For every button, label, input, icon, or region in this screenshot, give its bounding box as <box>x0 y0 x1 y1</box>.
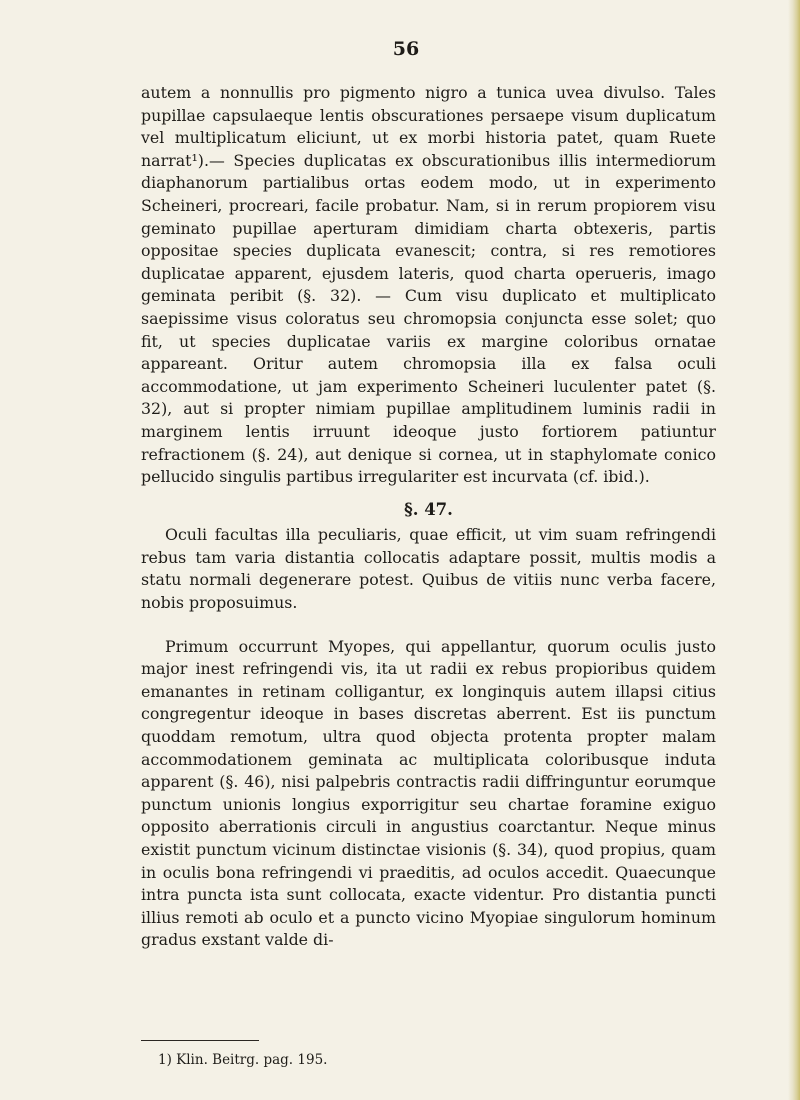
paragraph-3: Primum occurrunt Myopes, qui appellantur, quorum oculis justo major inest refringendi vis, ita ut radii ex rebus propioribus quidem emanantes in retinam colligantur, ex longinquis autem illapsi citius congregentur ideoque in bases discretas aberrent. Est iis punctum quoddam remotum, ultra quod objecta protenta propter malam accommodationem geminata ac multiplicata coloribusque induta apparent (§. 46), nisi palpebris contractis radii diffringuntur eorumque punctum unionis longius exporrigitur seu chartae foramine exiguo opposito aberrationis circuli in angustius coarctantur. Neque minus existit punctum vicinum distinctae visionis (§. 34), quod propius, quam in oculis bona refringendi vi praeditis, ad oculos accedit. Quaecunque intra puncta ista sunt collocata, exacte videntur. Pro distantia puncti illius remoti ab oculo et a puncto vicino Myopiae singulorum hominum gradus exstant valde di- <box>141 636 716 950</box>
footnote: 1) Klin. Beitrg. pag. 195. <box>158 1052 328 1068</box>
paragraph-1: autem a nonnullis pro pigmento nigro a tunica uvea divulso. Tales pupillae capsulaeque lentis obscurationes persaepe visum duplicatum vel multiplicatum eliciunt, ut ex morbi historia patet, quam Ruete narrat¹).— Species duplicatas ex obscurationibus illis intermediorum diaphanorum partialibus ortas eodem modo, ut in experimento Scheineri, procreari, facile probatur. Nam, si in rerum propiorem visu geminato pupillae aperturam dimidiam charta obtexeris, partis oppositae species duplicata evanescit; contra, si res remotiores duplicatae apparent, ejusdem lateris, quod charta operueris, imago geminata peribit (§. 32). — Cum visu duplicato et multiplicato saepissime visus coloratus seu chromopsia conjuncta esse solet; quo fit, ut species duplicatae variis ex margine coloribus ornatae appareant. Oritur autem chromopsia illa ex falsa oculi accommodatione, ut jam experimento Scheineri luculenter patet (§. 32), aut si propter nimiam pupillae amplitudinem luminis radii in marginem lentis irruunt ideoque justo fortiorem patiuntur refractionem (§. 24), aut denique si cornea, ut in staphylomate conico pellucido singulis partibus irregulariter est incurvata (cf. ibid.). <box>141 83 716 487</box>
paragraph-2: Oculi facultas illa peculiaris, quae efficit, ut vim suam refringendi rebus tam varia distantia collocatis adaptare possit, multis modis a statu normali degenerare potest. Quibus de vitiis nunc verba facere, nobis proposuimus. <box>141 525 716 613</box>
page-edge-shadow <box>788 0 800 1100</box>
paragraph-gap <box>141 615 716 636</box>
page-number: 56 <box>392 38 420 60</box>
footnote-rule <box>141 1040 259 1041</box>
main-text <box>141 82 716 952</box>
section-heading: §. 47. <box>404 499 453 519</box>
